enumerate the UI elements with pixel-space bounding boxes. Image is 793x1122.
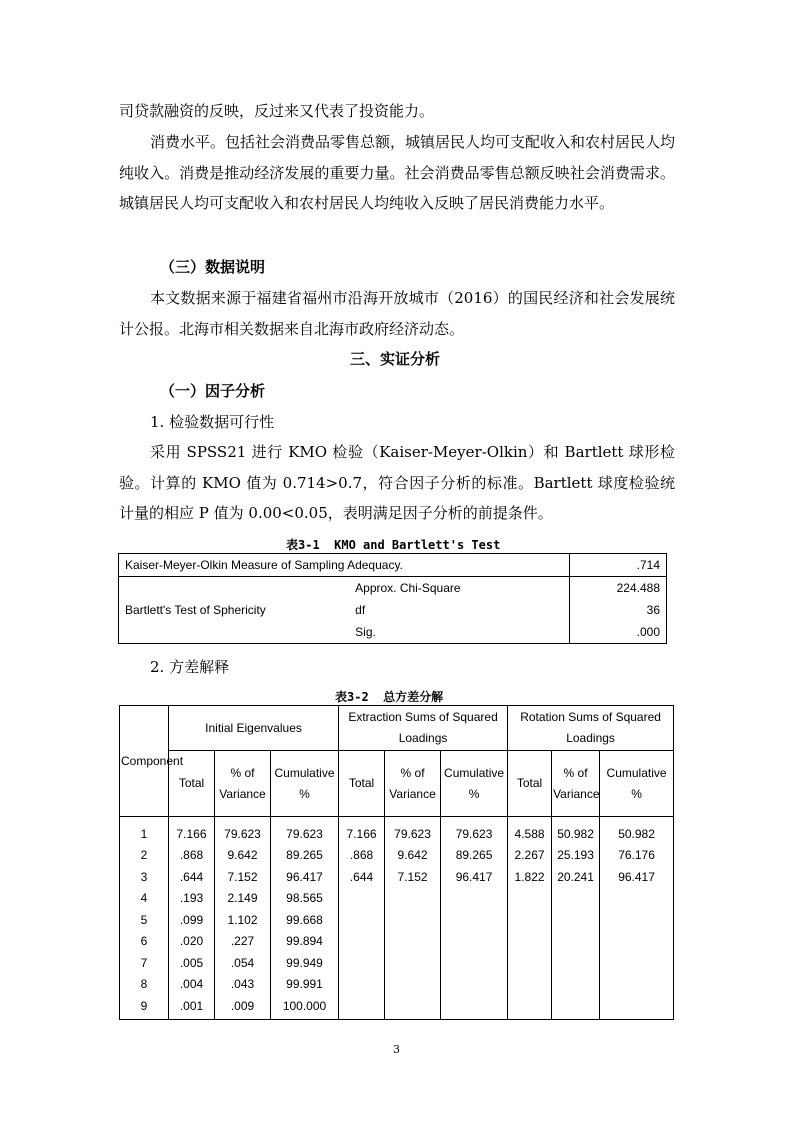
- table-cell: 79.623: [441, 817, 508, 845]
- kmo-value: .714: [570, 554, 667, 577]
- table-cell: .020: [169, 931, 215, 953]
- table-cell: 7: [120, 952, 169, 974]
- header-total: Total: [339, 751, 385, 817]
- table-cell: .043: [215, 974, 271, 996]
- table-cell: [385, 952, 441, 974]
- header-rotation-sums: Rotation Sums of Squared Loadings: [508, 706, 674, 751]
- header-cumulative: Cumulative %: [271, 751, 339, 817]
- table-caption-variance: 表3-2 总方差分解: [335, 690, 444, 704]
- table-cell: [508, 995, 552, 1019]
- heading-factor-analysis: （一）因子分析: [160, 382, 266, 400]
- table-cell: [441, 909, 508, 931]
- table-cell: [600, 974, 674, 996]
- table-row: [120, 952, 674, 974]
- bartlett-label: Bartlett's Test of Sphericity: [125, 603, 266, 617]
- table-cell: 79.623: [271, 817, 339, 845]
- table-cell: 96.417: [600, 866, 674, 888]
- table-cell: 2: [120, 845, 169, 867]
- table-cell: [508, 931, 552, 953]
- table-cell: [552, 931, 600, 953]
- table-cell: .868: [339, 845, 385, 867]
- table-cell: 9: [120, 995, 169, 1019]
- table-cell: [508, 952, 552, 974]
- table-row: [120, 909, 674, 931]
- table-cell: 9.642: [385, 845, 441, 867]
- table-cell: [600, 931, 674, 953]
- table-cell: 2.267: [508, 845, 552, 867]
- table-cell: .009: [215, 995, 271, 1019]
- kmo-bartlett-table: [118, 553, 667, 644]
- table-cell: [339, 931, 385, 953]
- page-number: 3: [393, 1043, 400, 1056]
- paragraph-kmo: 采用 SPSS21 进行 KMO 检验（Kaiser-Meyer-Olkin）和 Bartlett 球形检验。计算的 KMO 值为 0.714>0.7，符合因子分析的标准。Bartlett 球度检验统计量的相应 P 值为 0.00<0.05，表明满足因子分析的前提条件。: [119, 443, 675, 522]
- table-cell: [339, 952, 385, 974]
- header-extraction-sums: Extraction Sums of Squared Loadings: [339, 706, 508, 751]
- table-cell: [339, 909, 385, 931]
- table-cell: [508, 909, 552, 931]
- table-cell: .868: [169, 845, 215, 867]
- table-cell: 25.193: [552, 845, 600, 867]
- table-row: [120, 817, 674, 845]
- chi-square-value: 224.488: [570, 577, 667, 600]
- table-cell: [508, 974, 552, 996]
- subheading-variance: 2. 方差解释: [150, 658, 230, 676]
- table-cell: [441, 995, 508, 1019]
- header-total: Total: [508, 751, 552, 817]
- paragraph-investment-end: 司贷款融资的反映，反过来又代表了投资能力。: [119, 102, 435, 120]
- table-cell: [339, 995, 385, 1019]
- table-cell: 5: [120, 909, 169, 931]
- table-cell: 7.166: [169, 817, 215, 845]
- table-cell: .001: [169, 995, 215, 1019]
- table-cell: 50.982: [552, 817, 600, 845]
- table-row: [119, 554, 667, 577]
- table-cell: [508, 888, 552, 910]
- table-cell: 1: [120, 817, 169, 845]
- table-cell: [600, 995, 674, 1019]
- table-cell: [339, 974, 385, 996]
- table-cell: [441, 974, 508, 996]
- table-cell: [385, 888, 441, 910]
- table-cell: 7.152: [215, 866, 271, 888]
- table-cell: .193: [169, 888, 215, 910]
- table-row: [120, 888, 674, 910]
- table-cell: .004: [169, 974, 215, 996]
- table-cell: .227: [215, 931, 271, 953]
- table-cell: 1.822: [508, 866, 552, 888]
- table-cell: 96.417: [271, 866, 339, 888]
- table-cell: 89.265: [271, 845, 339, 867]
- paragraph-data-source: 本文数据来源于福建省福州市沿海开放城市（2016）的国民经济和社会发展统计公报。北海市相关数据来自北海市政府经济动态。: [119, 289, 675, 338]
- table-cell: .099: [169, 909, 215, 931]
- total-variance-table: [119, 705, 674, 1020]
- table-cell: 96.417: [441, 866, 508, 888]
- table-cell: [385, 974, 441, 996]
- header-pct-variance: % of Variance: [385, 751, 441, 817]
- table-cell: 2.149: [215, 888, 271, 910]
- df-label: df: [355, 603, 366, 617]
- table-cell: 1.102: [215, 909, 271, 931]
- table-row: [120, 845, 674, 867]
- table-caption-kmo: 表3-1 KMO and Bartlett's Test: [286, 538, 501, 552]
- table-cell: [441, 931, 508, 953]
- subheading-feasibility: 1. 检验数据可行性: [150, 413, 275, 431]
- table-cell: [600, 909, 674, 931]
- header-initial-eigenvalues: Initial Eigenvalues: [169, 706, 339, 751]
- table-cell: [385, 931, 441, 953]
- table-cell: 100.000: [271, 995, 339, 1019]
- table-cell: 20.241: [552, 866, 600, 888]
- table-cell: 89.265: [441, 845, 508, 867]
- table-cell: 79.623: [215, 817, 271, 845]
- table-cell: .644: [169, 866, 215, 888]
- table-cell: [600, 888, 674, 910]
- table-row: [120, 931, 674, 953]
- table-cell: 99.668: [271, 909, 339, 931]
- header-total: Total: [169, 751, 215, 817]
- table-cell: 99.894: [271, 931, 339, 953]
- table-cell: 8: [120, 974, 169, 996]
- header-pct-variance: % of Variance: [215, 751, 271, 817]
- kmo-label: Kaiser-Meyer-Olkin Measure of Sampling Adequacy.: [119, 554, 570, 577]
- paragraph-consumption: 消费水平。包括社会消费品零售总额，城镇居民人均可支配收入和农村居民人均纯收入。消费是推动经济发展的重要力量。社会消费品零售总额反映社会消费需求。城镇居民人均可支配收入和农村居民人均纯收入反映了居民消费能力水平。: [119, 133, 676, 212]
- table-cell: .005: [169, 952, 215, 974]
- table-cell: 9.642: [215, 845, 271, 867]
- table-row: [120, 866, 674, 888]
- table-cell: 6: [120, 931, 169, 953]
- table-cell: [552, 952, 600, 974]
- header-component: Component: [120, 706, 169, 817]
- table-row: [120, 974, 674, 996]
- variance-table-body: [120, 817, 674, 1020]
- heading-section-3: 三、实证分析: [350, 350, 441, 368]
- table-cell: 4.588: [508, 817, 552, 845]
- df-value: 36: [570, 599, 667, 621]
- table-cell: 3: [120, 866, 169, 888]
- sig-value: .000: [570, 621, 667, 644]
- table-cell: 98.565: [271, 888, 339, 910]
- heading-data-description: （三）数据说明: [160, 258, 266, 276]
- table-cell: [552, 974, 600, 996]
- table-cell: 7.152: [385, 866, 441, 888]
- table-cell: [441, 888, 508, 910]
- sig-label: Sig.: [355, 625, 376, 639]
- table-cell: [385, 909, 441, 931]
- header-cumulative: Cumulative %: [600, 751, 674, 817]
- table-cell: [600, 952, 674, 974]
- table-cell: [385, 995, 441, 1019]
- table-cell: .644: [339, 866, 385, 888]
- header-cumulative: Cumulative %: [441, 751, 508, 817]
- table-cell: 99.949: [271, 952, 339, 974]
- table-cell: [441, 952, 508, 974]
- table-cell: 4: [120, 888, 169, 910]
- table-cell: [552, 888, 600, 910]
- table-cell: 79.623: [385, 817, 441, 845]
- table-row: [119, 577, 667, 600]
- table-cell: [339, 888, 385, 910]
- table-cell: 99.991: [271, 974, 339, 996]
- header-pct-variance: % of Variance: [552, 751, 600, 817]
- chi-square-label: Approx. Chi-Square: [355, 581, 461, 595]
- table-cell: 76.176: [600, 845, 674, 867]
- table-cell: .054: [215, 952, 271, 974]
- table-cell: 7.166: [339, 817, 385, 845]
- table-cell: [552, 995, 600, 1019]
- table-row: [120, 995, 674, 1019]
- table-cell: 50.982: [600, 817, 674, 845]
- table-cell: [552, 909, 600, 931]
